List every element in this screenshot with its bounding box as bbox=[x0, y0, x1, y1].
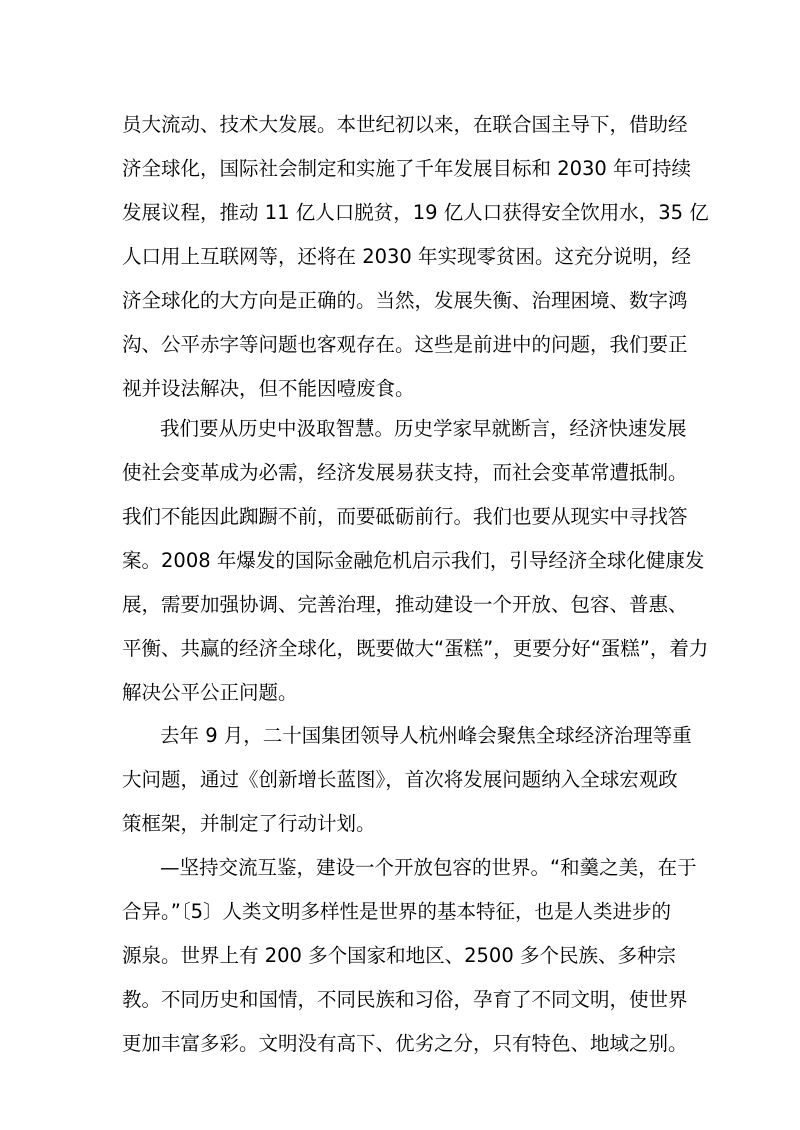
text-line: 沟、公平赤字等问题也客观存在。这些是前进中的问题，我们要正 bbox=[122, 333, 688, 356]
text-line: 我们不能因此踟蹰不前，而要砥砺前行。我们也要从现实中寻找答 bbox=[122, 505, 688, 528]
text-line: 合异。”〔5〕人类文明多样性是世界的基本特征，也是人类进步的 bbox=[122, 900, 672, 923]
text-line: 济全球化的大方向是正确的。当然，发展失衡、治理困境、数字鸿 bbox=[122, 289, 688, 312]
paragraph-start-line: 我们要从历史中汲取智慧。历史学家早就断言，经济快速发展 bbox=[160, 417, 687, 440]
text-line: 视并设法解决，但不能因噎废食。 bbox=[122, 377, 415, 400]
paragraph-start-line: —坚持交流互鉴，建设一个开放包容的世界。“和羹之美，在于 bbox=[160, 856, 697, 879]
text-line: 展，需要加强协调、完善治理，推动建设一个开放、包容、普惠、 bbox=[122, 593, 688, 616]
text-line: 源泉。世界上有 200 多个国家和地区、2500 多个民族、多种宗 bbox=[122, 944, 676, 967]
text-line: 员大流动、技术大发展。本世纪初以来，在联合国主导下，借助经 bbox=[122, 113, 688, 136]
text-line: 案。2008 年爆发的国际金融危机启示我们，引导经济全球化健康发 bbox=[122, 549, 705, 572]
text-line: 使社会变革成为必需，经济发展易获支持，而社会变革常遭抵制。 bbox=[122, 461, 688, 484]
paragraph-start-line: 去年 9 月，二十国集团领导人杭州峰会聚焦全球经济治理等重 bbox=[160, 724, 692, 747]
text-line: 平衡、共赢的经济全球化，既要做大“蛋糕”，更要分好“蛋糕”，着力 bbox=[122, 637, 709, 660]
text-line: 大问题，通过《创新增长蓝图》，首次将发展问题纳入全球宏观政 bbox=[122, 768, 678, 791]
text-line: 解决公平公正问题。 bbox=[122, 681, 298, 704]
text-line: 人口用上互联网等，还将在 2030 年实现零贫困。这充分说明，经 bbox=[122, 245, 692, 268]
text-line: 发展议程，推动 11 亿人口脱贫，19 亿人口获得安全饮用水，35 亿 bbox=[122, 201, 709, 224]
text-line: 策框架，并制定了行动计划。 bbox=[122, 812, 376, 835]
text-line: 更加丰富多彩。文明没有高下、优劣之分，只有特色、地域之别。 bbox=[122, 1032, 688, 1055]
text-line: 教。不同历史和国情，不同民族和习俗，孕育了不同文明，使世界 bbox=[122, 988, 688, 1011]
text-line: 济全球化，国际社会制定和实施了千年发展目标和 2030 年可持续 bbox=[122, 157, 692, 180]
